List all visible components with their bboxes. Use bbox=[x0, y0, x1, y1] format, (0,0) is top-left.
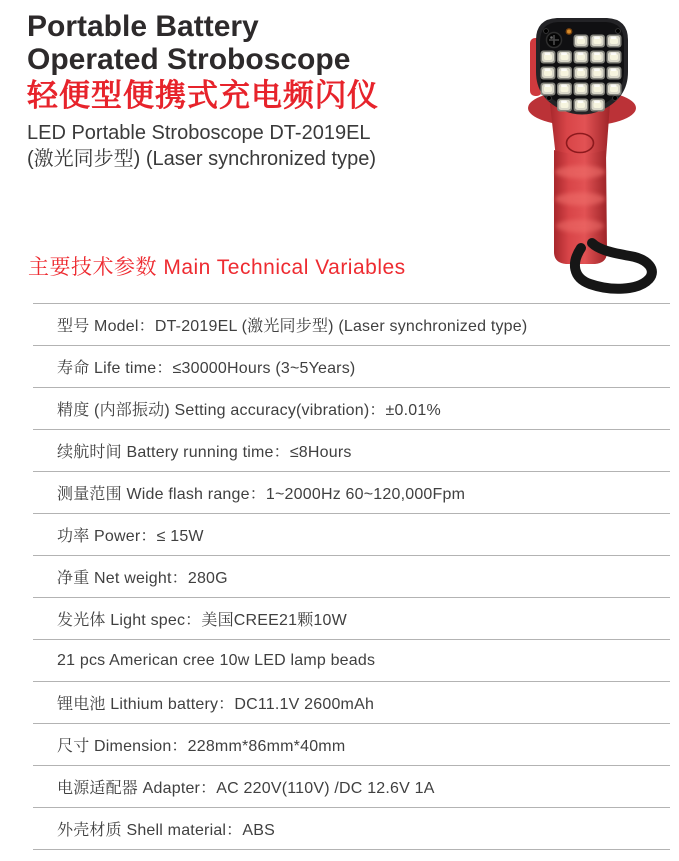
page-title-en-line2: Operated Stroboscope bbox=[27, 43, 351, 76]
product-subtitle-line2: (激光同步型) (Laser synchronized type) bbox=[27, 148, 376, 170]
device-handle bbox=[550, 104, 610, 264]
spec-row-adapter: 电源适配器 Adapter：AC 220V(110V) /DC 12.6V 1A bbox=[33, 765, 670, 807]
spec-row-dimension: 尺寸 Dimension：228mm*86mm*40mm bbox=[33, 723, 670, 765]
spec-row-net-weight: 净重 Net weight：280G bbox=[33, 555, 670, 597]
spec-row-accuracy: 精度 (内部振动) Setting accuracy(vibration)：±0.01% bbox=[33, 387, 670, 429]
stroboscope-product-photo bbox=[450, 0, 679, 300]
spec-row-battery-running-time: 续航时间 Battery running time：≤8Hours bbox=[33, 429, 670, 471]
spec-row-model: 型号 Model：DT-2019EL (激光同步型) (Laser synchronized type) bbox=[33, 303, 670, 345]
spec-row-life-time: 寿命 Life time：≤30000Hours (3~5Years) bbox=[33, 345, 670, 387]
handle-ridge bbox=[555, 193, 605, 206]
laser-lens bbox=[547, 33, 562, 48]
spec-row-flash-range: 测量范围 Wide flash range：1~2000Hz 60~120,000Fpm bbox=[33, 471, 670, 513]
spec-row-led-beads: 21 pcs American cree 10w LED lamp beads bbox=[33, 639, 670, 681]
spec-row-lithium-battery: 锂电池 Lithium battery：DC11.1V 2600mAh bbox=[33, 681, 670, 723]
title-block bbox=[27, 10, 457, 172]
handle-ridge bbox=[555, 166, 605, 179]
spec-table bbox=[33, 303, 670, 850]
spec-row-shell-material: 外壳材质 Shell material：ABS bbox=[33, 807, 670, 849]
spec-row-light-spec: 发光体 Light spec：美国CREE21颗10W bbox=[33, 597, 670, 639]
page-title-en-line1: Portable Battery bbox=[27, 10, 259, 43]
page-title-cn: 轻便型便携式充电频闪仪 bbox=[27, 78, 379, 113]
handle-ridge bbox=[556, 220, 604, 233]
section-heading: 主要技术参数 Main Technical Variables bbox=[28, 256, 406, 279]
device-head bbox=[536, 18, 628, 115]
spec-row-power: 功率 Power：≤ 15W bbox=[33, 513, 670, 555]
indicator-dot bbox=[566, 28, 573, 35]
product-subtitle-line1: LED Portable Stroboscope DT-2019EL bbox=[27, 122, 371, 144]
